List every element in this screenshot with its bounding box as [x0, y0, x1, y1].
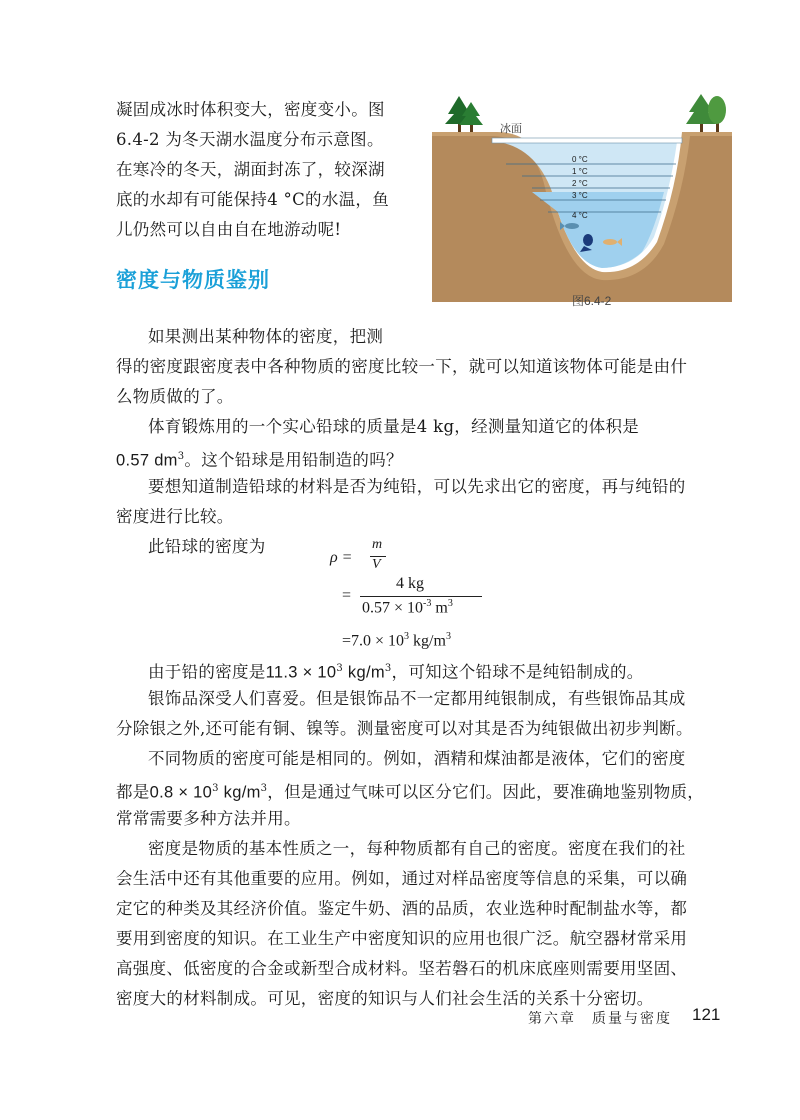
p6-line-2: 分除银之外,还可能有铜、镍等。测量密度可以对其是否为纯银做出初步判断。: [116, 719, 693, 738]
res-exp: 3: [404, 631, 410, 642]
p6-line-1: 银饰品深受人们喜爱。但是银饰品不一定都用纯银制成，有些银饰品其成: [148, 689, 686, 708]
den-unit-exp: 3: [447, 598, 453, 609]
density-result: [342, 631, 451, 650]
temp-label-3: 3 °C: [572, 191, 588, 200]
res-unit-exp: 3: [445, 631, 451, 642]
p2-line-1: 体育锻炼用的一个实心铅球的质量是4 kg，经测量知道它的体积是: [148, 417, 640, 436]
figure-caption: 图6.4-2: [572, 294, 612, 308]
p7-line-3: 常常需要多种方法并用。: [116, 809, 301, 828]
lead-density-exp: 3: [336, 663, 344, 674]
p7-text-d: ，但是通过气味可以区分它们。因此，要准确地鉴别物质，: [267, 782, 705, 802]
temp-label-4: 4 °C: [572, 211, 588, 220]
page-number: 121: [692, 1005, 721, 1024]
p8-line-3: 定它的种类及其经济价值。鉴定牛奶、酒的品质，农业选种时配制盐水等，都: [116, 899, 688, 918]
section-heading: 密度与物质鉴别: [116, 268, 270, 292]
den-exp: -3: [423, 598, 432, 609]
p5-line-1: [148, 654, 644, 688]
alcohol-density-value: 0.8 × 10: [149, 783, 213, 802]
p7-text-a: 都是: [116, 782, 150, 802]
res-base: =7.0 × 10: [342, 632, 405, 650]
p3-line-1: 要想知道制造铅球的材料是否为纯铅，可以先求出它的密度，再与纯铅的: [148, 477, 686, 496]
lake-temperature-figure: [432, 92, 732, 302]
intro-line-2: 6.4-2 为冬天湖水温度分布示意图。: [116, 130, 384, 149]
intro-line-5: 儿仍然可以自由自在地游动呢!: [116, 220, 342, 239]
tree-icon: [708, 96, 726, 132]
lead-density-unit-exp: 3: [384, 663, 392, 674]
volume-value: 0.57 dm: [116, 451, 178, 470]
res-unit: kg/m: [409, 632, 446, 650]
alcohol-density-exp: 3: [212, 783, 219, 794]
p8-line-4: 要用到密度的知识。在工业生产中密度知识的应用也很广泛。航空器材常采用: [116, 929, 688, 948]
p5-text-a: 由于铅的密度是: [148, 662, 266, 682]
volume-exponent: 3: [177, 451, 185, 462]
mass-symbol: m: [372, 537, 383, 552]
p1-line-2: 得的密度跟密度表中各种物质的密度比较一下，就可以知道该物体可能是由什: [116, 357, 688, 376]
lead-density-unit: kg/m: [343, 663, 385, 682]
alcohol-density-unit: kg/m: [218, 783, 261, 802]
ice-layer: [492, 138, 682, 143]
p7-line-1: 不同物质的密度可能是相同的。例如，酒精和煤油都是液体，它们的密度: [148, 749, 686, 768]
p3-line-2: 密度进行比较。: [116, 507, 234, 526]
p2-question: 。这个铅球是用铅制造的吗？: [184, 450, 403, 470]
p1-line-3: 么物质做的了。: [116, 387, 234, 406]
volume-symbol: V: [372, 557, 381, 572]
p8-line-1: 密度是物质的基本性质之一，每种物质都有自己的密度。密度在我们的社: [148, 839, 686, 858]
intro-line-1: 凝固成冰时体积变大，密度变小。图: [116, 100, 385, 119]
p4-line-1: 此铅球的密度为: [148, 537, 266, 556]
p1-line-1: 如果测出某种物体的密度，把测: [148, 327, 384, 346]
alcohol-density-unit-exp: 3: [260, 783, 268, 794]
mass-value: 4 kg: [396, 575, 424, 592]
rho-symbol: ρ =: [330, 549, 353, 566]
equals-sign: =: [342, 587, 352, 604]
p8-line-2: 会生活中还有其他重要的应用。例如，通过对样品密度等信息的采集，可以确: [116, 869, 688, 888]
p8-line-5: 高强度、低密度的合金或新型合成材料。坚若磐石的机床底座则需要用坚固、: [116, 959, 688, 978]
den-base: 0.57 × 10: [362, 599, 424, 617]
p8-line-6: 密度大的材料制成。可见，密度的知识与人们社会生活的关系十分密切。: [116, 989, 654, 1008]
den-unit: m: [431, 599, 448, 617]
intro-line-4: 底的水却有可能保持4 °C的水温，鱼: [116, 190, 390, 209]
p2-line-2: [116, 442, 403, 476]
temp-label-0: 0 °C: [572, 155, 588, 164]
chapter-footer: 第六章 质量与密度: [528, 1011, 672, 1027]
density-formula: [330, 535, 530, 655]
temp-label-2: 2 °C: [572, 179, 588, 188]
volume-denominator: [362, 598, 453, 617]
fraction-bar-2: [360, 596, 482, 597]
ice-surface-label: 冰面: [500, 122, 522, 135]
p7-line-2: [116, 774, 704, 808]
lead-density-value: 11.3 × 10: [265, 663, 337, 682]
temp-label-1: 1 °C: [572, 167, 588, 176]
intro-line-3: 在寒冷的冬天，湖面封冻了，较深湖: [116, 160, 385, 179]
p5-text-d: ，可知这个铅球不是纯铅制成的。: [391, 662, 644, 682]
